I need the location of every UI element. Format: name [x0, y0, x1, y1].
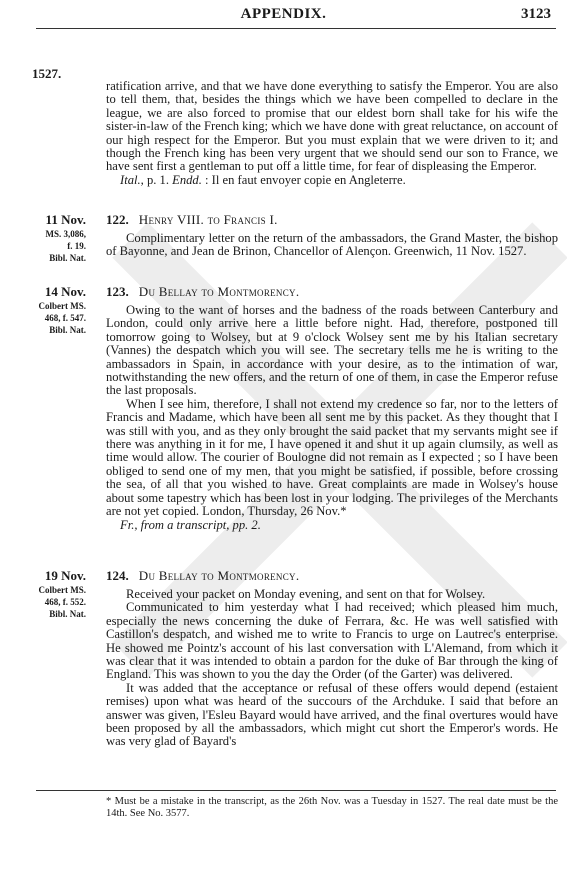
entry-123-margin: 14 Nov. Colbert MS. 468, f. 547. Bibl. Nat. — [38, 284, 86, 335]
intro-block — [106, 80, 558, 187]
intro-paragraph: ratification arrive, and that we have done everything to satisfy the Emperor. You are also to tell them, that, besides the things which we have been compelled to declare in the league, we are also forced to promise that our eldest born shall take for his wife the sister-in-law of the French king; which we have done with great reluctance, on account of our high respect for the Emperor. But you must explain that we were driven to it; and though the French king has been very urgent that we should send our son to France, we have sent first a gentleman to put off a little time, for fear of displeasing the Emperor. — [106, 79, 558, 174]
footnote-rule — [36, 790, 556, 791]
entry-122-margin: 11 Nov. MS. 3,086, f. 19. Bibl. Nat. — [45, 212, 86, 263]
entry-124-heading: 124. Du Bellay to Montmorency. — [106, 568, 300, 583]
running-header-title: APPENDIX. — [240, 6, 327, 22]
header-rule — [36, 28, 556, 29]
entry-122-heading: 122. Henry VIII. to Francis I. — [106, 212, 278, 227]
entry-123-heading: 123. Du Bellay to Montmorency. — [106, 284, 300, 299]
entry-122-body: Complimentary letter on the return of the ambassadors, the Grand Master, the bishop of Bayonne, and Jean de Brinon, Chancellor of Alençon. Greenwich, 11 Nov. 1527. — [106, 231, 558, 259]
footnote: * Must be a mistake in the transcript, as the 26th Nov. was a Tuesday in 1527. The real date must be the 14th. See No. 3577. — [106, 796, 558, 819]
page-number: 3123 — [521, 6, 551, 22]
entry-124-body: Received your packet on Monday evening, and sent on that for Wolsey. Communicated to him yesterday what I had received; which pleased him much, especially the news concerning the duke of Ferrara, &c. He was well satisfied with Castillon's despatch, and wished me to write to Francis to urge on Lautrec's enterprise. He showed me Pointz's account of his last conversation with L'Alemand, from which it was clear that it was intended to obtain a pardon for the duke of Bar through the king of England. This was shown to you the day the Order (of the Garter) was delivered. It was added that the acceptance or refusal of these offers would depend (estaient remises) upon what was heard of the succours of the Archduke. I said that before an answer was given, l'Esleu Bayard would have arrived, and the final overtures would have been proposed by all the ambassadors, which might cut short the Emperor's words. He was very glad of Bayard's — [106, 587, 558, 749]
entry-123-source-note: Fr., from a transcript, pp. 2. — [120, 517, 261, 532]
year-margin: 1527. — [32, 66, 62, 81]
entry-124-margin: 19 Nov. Colbert MS. 468, f. 552. Bibl. Nat. — [38, 568, 86, 619]
entry-123-body: Owing to the want of horses and the badness of the roads between Canterbury and London, could only arrive here a little before night. Had, therefore, postponed till tomorrow going to Wolsey, but at 9 o'clock Wolsey sent me by his Italian secretary (Vannes) the despatch which you will see. The secretary tells me he is writing to the ambassadors in Spain, in accordance with your desire, as to the intimation of war, notwithstanding the new offers, and the return of one of them, in case the Emperor refuse the last proposals. When I see him, therefore, I shall not extend my credence so far, nor to the letters of Francis and Madame, which have been all sent me by this packet. As they thought that I was still with you, and as they only brought the said packet that my servants might see if there was anything in it for me, I have opened it and shut it up again clumsily, as well as time would allow. The courier of Boulogne did not remain as I expected ; so I have been obliged to send one of my men, that you might be satisfied, if possible, before crossing the sea, of all that you wished to have. Great complaints are made in Wolsey's house about some tapestry which has been lost in your lodging. The privileges of the Merchants are not yet copied. London, Thursday, 26 Nov.* Fr., from a transcript, pp. 2. — [106, 303, 558, 532]
intro-source-note: Ital., p. 1. Endd. : Il en faut envoyer copie en Angleterre. — [120, 172, 406, 187]
